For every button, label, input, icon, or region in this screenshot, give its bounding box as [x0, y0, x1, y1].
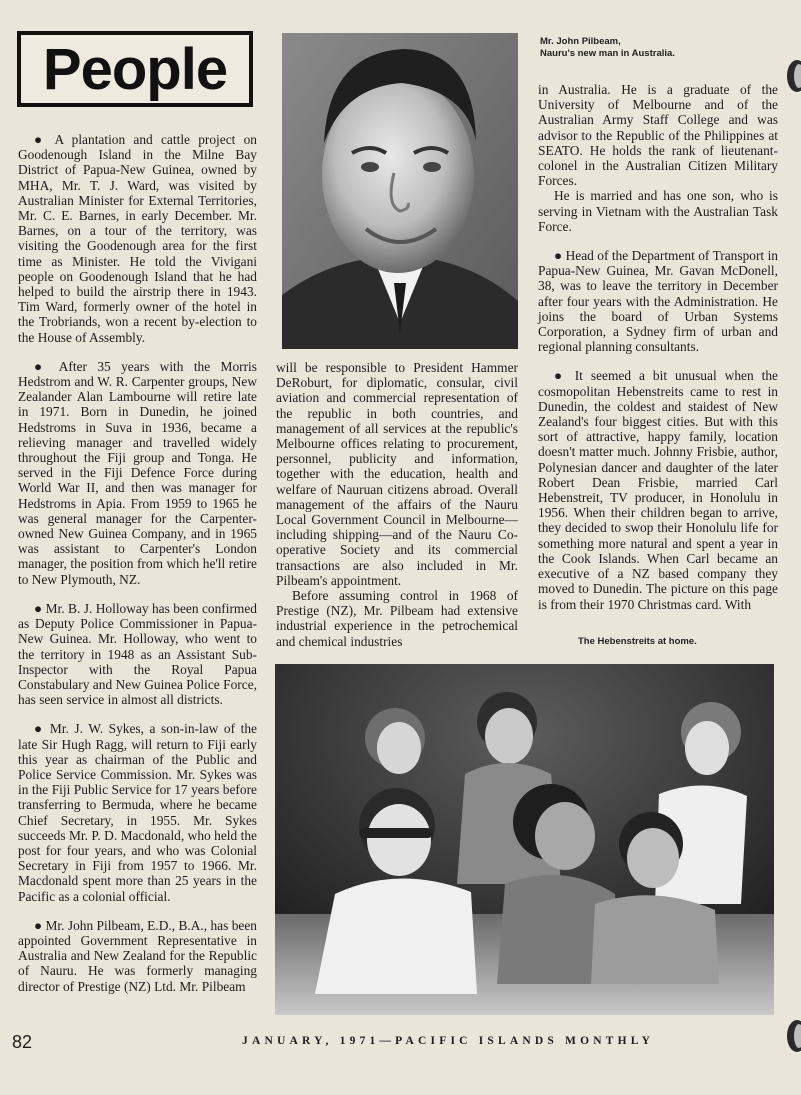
section-title-box — [17, 31, 253, 107]
bullet-icon: ● — [34, 721, 45, 737]
paragraph: Before assuming control in 1968 of Prestige (NZ), Mr. Pilbeam had extensive industrial experience in the petrochemical and chemical industries — [276, 588, 518, 649]
paragraph — [18, 918, 257, 994]
paragraph — [18, 721, 257, 903]
column-3 — [538, 82, 778, 612]
bullet-icon: ● — [34, 132, 47, 147]
paragraph-text: Mr. B. J. Holloway has been confirmed as Deputy Police Commissioner in Papua-New Guinea. Mr. Holloway, who went to the territory in 1948 as an Assistant Sub-Inspector with the Royal Papua Constabulary and New Guinea Police Force, has seen service in almost all districts. — [18, 600, 257, 708]
paragraph-text: Mr. J. W. Sykes, a son-in-law of the late Sir Hugh Ragg, will return to Fiji early this year as chairman of the Public and Police Service Commission. Mr. Sykes was in the Fiji Public Service for 17 years before transferring to Bermuda, where he became Chief Secretary, in 1955. Mr. Sykes succeeds Mr. P. D. Macdonald, who held the post for four years, and who was Colonial Secretary in Fiji from 1957 to 1966. Mr. Macdonald spent more than 25 years in the Pacific as a colonial official. — [18, 721, 257, 904]
column-2 — [276, 360, 518, 649]
portrait-caption — [540, 36, 780, 60]
section-title: People — [42, 36, 228, 102]
paragraph-text: After 35 years with the Morris Hedstrom and W. R. Carpenter groups, New Zealander Alan Lambourne will retire late in 1971. Born in Dunedin, he joined Hedstroms in Suva in 1936, became a relieving manager and travelled widely throughout the Fiji group and Tonga. He served in the Fiji Defence Force during World War II, and then was manager for Hedstroms in Apia. From 1959 to 1965 he was general manager for the Carpenter-owned New Guinea Company, and in 1965 was assistant to Carpenter's London manager, the position from which he'll retire to New Plymouth, NZ. — [18, 358, 257, 587]
paragraph-text: It seemed a bit unusual when the cosmopolitan Hebenstreits came to rest in Dunedin, the coldest and staidest of New Zealand's four biggest cities. But with this sort of attractive, happy family, location doesn't matter much. Johnny Frisbie, author, Polynesian dancer and daughter of the later Robert Dean Frisbie, married Carl Hebenstreit, TV producer, in Honolulu in 1956. When their children began to arrive, they decided to swop their Honolulu life for something more natural and spent a year in the Cook Islands. When Carl became an executive of a NZ based company they moved to Dunedin. The picture on this page is from their 1970 Christmas card. With — [538, 368, 778, 612]
paragraph — [18, 601, 257, 707]
bullet-icon: ● — [34, 600, 43, 616]
binding-edge-mark — [779, 52, 801, 100]
paragraph — [18, 132, 257, 345]
running-title: JANUARY, 1971—PACIFIC ISLANDS MONTHLY — [242, 1035, 655, 1047]
family-photo-caption: The Hebenstreits at home. — [578, 636, 697, 647]
bullet-icon: ● — [554, 368, 567, 384]
paragraph-text: Mr. John Pilbeam, E.D., B.A., has been appointed Government Representative in Australia and New Zealand for the Republic of Nauru. He was formerly managing director of Prestige (NZ) Ltd. Mr. Pilbeam — [18, 917, 257, 994]
portrait-caption-name: Mr. John Pilbeam, — [540, 36, 621, 47]
paragraph-text: Head of the Department of Transport in Papua-New Guinea, Mr. Gavan McDonell, 38, was to leave the territory in December after four years with the Administration. He joins the board of Urban Systems Corporation, a Sydney firm of urban and regional planning consultants. — [538, 248, 778, 355]
page-number: 82 — [12, 1032, 33, 1052]
paragraph: will be responsible to President Hammer DeRoburt, for diplomatic, consular, civil aviation and commercial representation of the republic in both countries, and management of all services at the republic's Melbourne offices relating to procurement, personnel, publicity and information, together with the education, health and welfare of Nauruan citizens abroad. Overall management of the affairs of the Nauru Local Government Council in Melbourne—including shipping—and of the Nauru Co-operative Society and its commercial transactions are also included in Mr. Pilbeam's appointment. — [276, 360, 518, 588]
paragraph-text: A plantation and cattle project on Goodenough Island in the Milne Bay District of Papua-New Guinea, owned by MHA, Mr. T. J. Ward, was visited by Australian Minister for External Territories, Mr. C. E. Barnes, in early December. Mr. Barnes, on a tour of the territory, was visiting the Goodenough area for the first time as Minister. He told the Vivigani people on Goodenough Island that he had helped to build the airstrip there in 1943. Tim Ward, formerly owner of the hotel in the Trobriands, won a recent by-election to the House of Assembly. — [18, 132, 258, 345]
bullet-icon: ● — [554, 248, 563, 264]
paragraph — [538, 368, 778, 611]
paragraph — [538, 248, 778, 354]
bullet-icon: ● — [34, 358, 50, 374]
bullet-icon: ● — [34, 917, 43, 933]
family-photo — [275, 664, 774, 1015]
portrait-caption-role: Nauru's new man in Australia. — [540, 48, 675, 59]
paragraph: He is married and has one son, who is serving in Vietnam with the Australian Task Force. — [538, 188, 778, 234]
binding-edge-mark — [779, 1012, 801, 1060]
column-1 — [18, 132, 257, 994]
page-footer — [0, 1032, 801, 1054]
paragraph: in Australia. He is a graduate of the University of Melbourne and of the Australian Army Staff College and was advisor to the Republic of the Philippines at SEATO. He holds the rank of lieutenant-colonel in the Australian Citizen Military Forces. — [538, 82, 778, 189]
paragraph — [18, 359, 257, 587]
portrait-photo — [282, 33, 518, 349]
